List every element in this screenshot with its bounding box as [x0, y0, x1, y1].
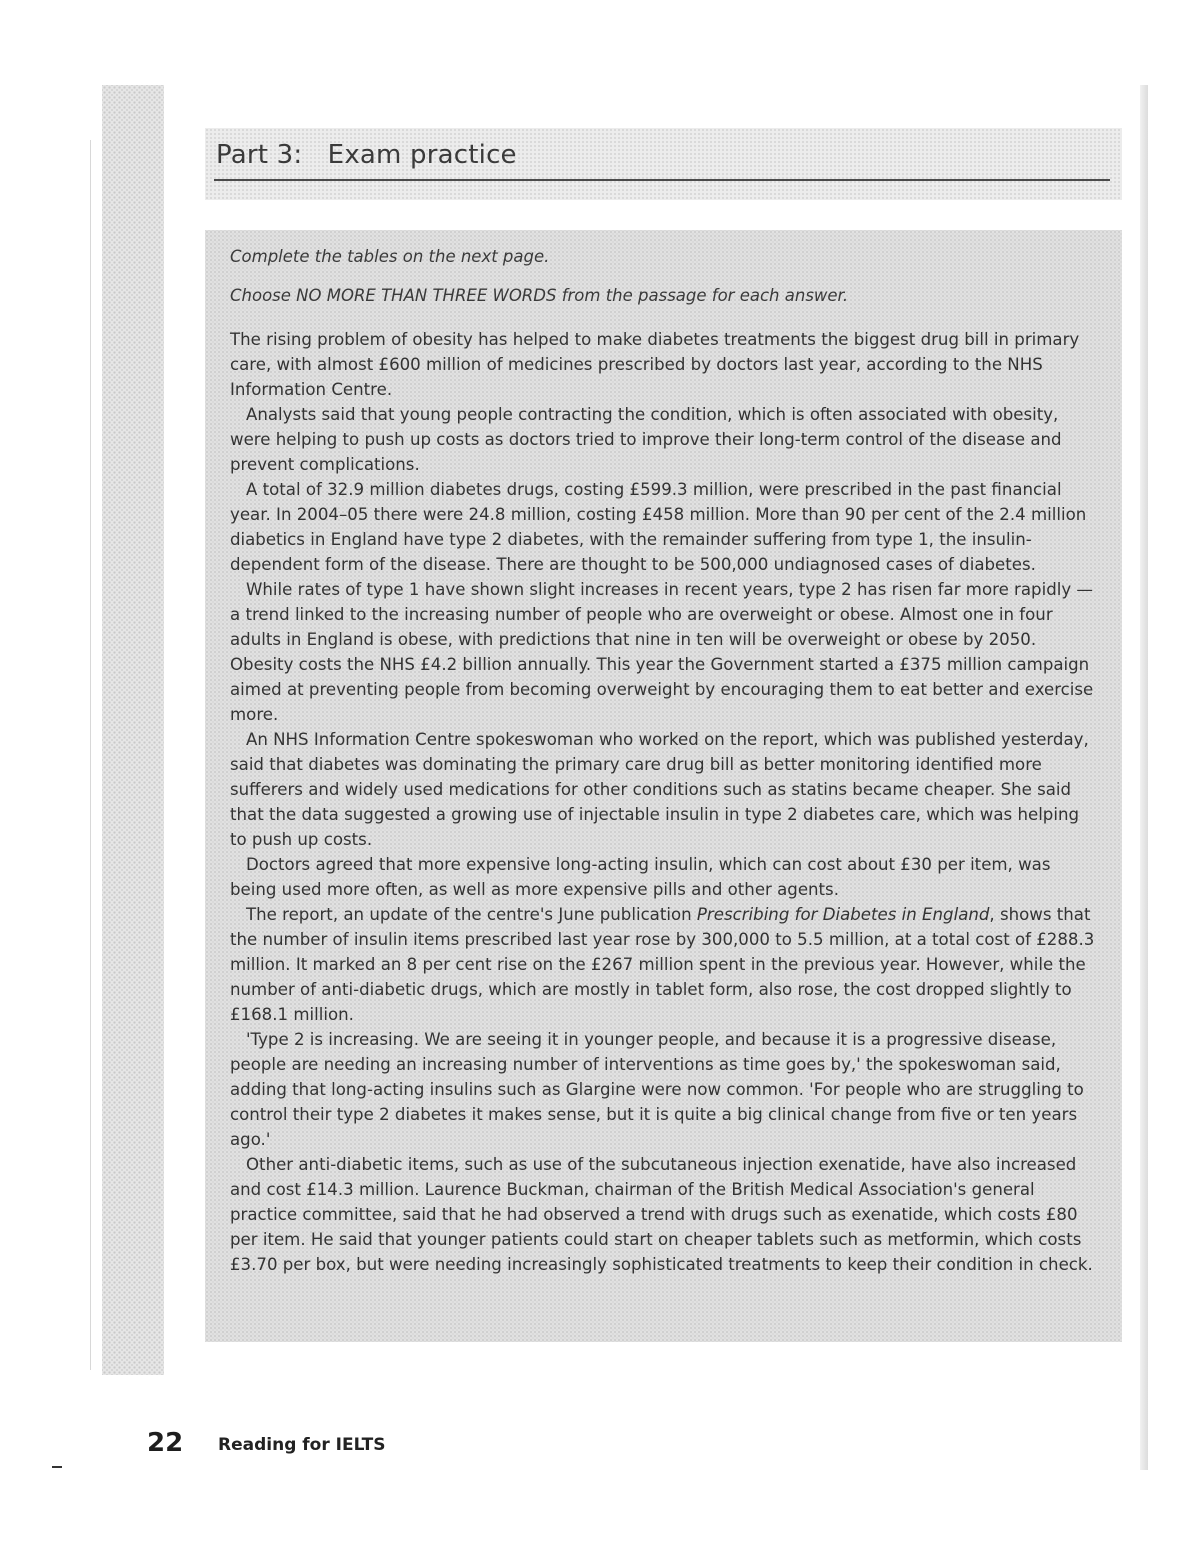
section-title: Part 3: Exam practice	[216, 140, 517, 170]
passage-paragraph: Analysts said that young people contracting the condition, which is often associated with obesity, were helping to push up costs as doctors tried to improve their long-term control of the disease and prevent complications.	[230, 405, 1062, 474]
passage-paragraph: The rising problem of obesity has helped to make diabetes treatments the biggest drug bill in primary care, with almost £600 million of medicines prescribed by doctors last year, according to the NHS Information Centre.	[230, 330, 1080, 399]
passage-paragraph: 'Type 2 is increasing. We are seeing it in younger people, and because it is a progressive disease, people are needing an increasing number of interventions as time goes by,' the spokeswoman said, adding that long-acting insulins such as Glargine were now common. 'For people who are struggling to control their type 2 diabetes it makes sense, but it is quite a big clinical change from five or ten years ago.'	[230, 1030, 1084, 1149]
left-margin-pattern	[102, 85, 164, 1375]
page-number: 22	[147, 1428, 184, 1458]
reading-passage	[230, 327, 1100, 1277]
instruction-line: Complete the tables on the next page.	[230, 247, 550, 266]
passage-paragraph: Other anti-diabetic items, such as use of the subcutaneous injection exenatide, have also increased and cost £14.3 million. Laurence Buckman, chairman of the British Medical Association's general practice committee, said that he had observed a trend with drugs such as exenatide, which costs £80 per item. He said that younger patients could start on cheaper tablets such as metformin, which costs £3.70 per box, but were needing increasingly sophisticated treatments to keep their condition in check.	[230, 1155, 1093, 1274]
passage-paragraph: Doctors agreed that more expensive long-acting insulin, which can cost about £30 per item, was being used more often, as well as more expensive pills and other agents.	[230, 855, 1051, 899]
report-text-after: , shows that the number of insulin items prescribed last year rose by 300,000 to 5.5 million, at a total cost of £288.3 million. It marked an 8 per cent rise on the £267 million spent in the previous year. However, while the number of anti-diabetic drugs, which are mostly in tablet form, also rose, the cost dropped slightly to £168.1 million.	[230, 905, 1095, 1024]
page-right-edge	[1140, 85, 1148, 1470]
instructions	[230, 246, 1100, 324]
passage-paragraph: An NHS Information Centre spokeswoman who worked on the report, which was published yesterday, said that diabetes was dominating the primary care drug bill as better monitoring identified more sufferers and widely used medications for other conditions such as statins became cheaper. She said that the data suggested a growing use of injectable insulin in type 2 diabetes care, which was helping to push up costs.	[230, 730, 1089, 849]
title-underline	[214, 179, 1110, 181]
scan-mark	[52, 1466, 62, 1468]
page-edge-line	[90, 140, 91, 1370]
report-text-before: The report, an update of the centre's June publication	[246, 905, 697, 924]
passage-paragraph: While rates of type 1 have shown slight increases in recent years, type 2 has risen far more rapidly — a trend linked to the increasing number of people who are overweight or obese. Almost one in four adults in England is obese, with predictions that nine in ten will be overweight or obese by 2050. Obesity costs the NHS £4.2 billion annually. This year the Government started a £375 million campaign aimed at preventing people from becoming overweight by encouraging them to eat better and exercise more.	[230, 580, 1094, 724]
book-title: Reading for IELTS	[218, 1435, 386, 1455]
instruction-line: Choose NO MORE THAN THREE WORDS from the passage for each answer.	[230, 286, 849, 305]
passage-paragraph: A total of 32.9 million diabetes drugs, costing £599.3 million, were prescribed in the past financial year. In 2004–05 there were 24.8 million, costing £458 million. More than 90 per cent of the 2.4 million diabetics in England have type 2 diabetes, with the remainder suffering from type 1, the insulin-dependent form of the disease. There are thought to be 500,000 undiagnosed cases of diabetes.	[230, 480, 1087, 574]
passage-paragraph	[230, 902, 1100, 1027]
publication-title: Prescribing for Diabetes in England	[696, 905, 990, 924]
